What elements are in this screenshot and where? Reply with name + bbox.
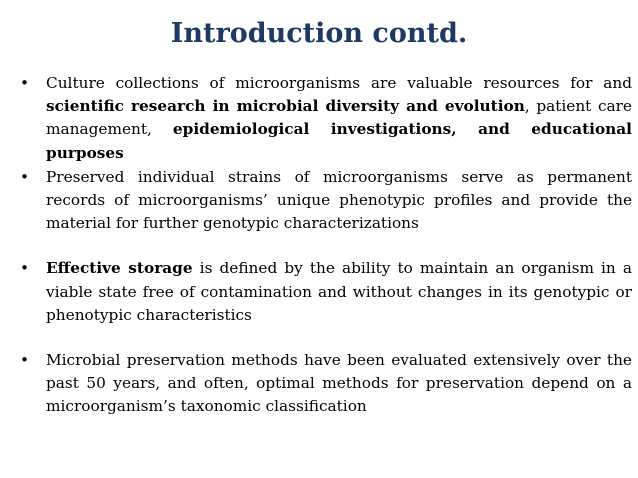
bullet-dot-icon: •: [20, 167, 30, 186]
bullet-1-part-3: , patient care management,: [46, 97, 632, 139]
bullet-1-part-1: Culture collections of microorganisms are valuable resources for and: [46, 74, 632, 92]
bullet-dot-icon: •: [20, 259, 30, 278]
bullet-3-part-1: Effective storage: [46, 259, 193, 278]
bullet-item-1: [20, 72, 632, 165]
bullet-4-part-1: Microbial preservation methods have been evaluated extensively over the past 50 years, and often, optimal methods for preservation depend on a microorganism’s taxonomic classification: [46, 351, 632, 416]
bullet-item-4: [20, 349, 632, 419]
bullet-1-part-4: epidemiological investigations, and educational purposes: [46, 120, 632, 162]
bullet-dot-icon: •: [20, 74, 30, 92]
bullet-3-part-2: is defined by the ability to maintain an organism in a viable state free of contamination and without changes in its genotypic or phenotypic characteristics: [46, 259, 632, 324]
bullet-item-3: [20, 257, 632, 327]
bullet-2-part-1: Preserved individual strains of microorganisms serve as permanent records of microorganisms’ unique phenotypic profiles and provide the material for further genotypic characterizations: [46, 167, 632, 233]
bullet-dot-icon: •: [20, 351, 30, 370]
slide-title: Introduction contd.: [170, 18, 468, 49]
bullet-list: [20, 72, 632, 419]
bullet-item-2: [20, 166, 632, 236]
bullet-1-part-2: scientific research in microbial diversity and evolution: [46, 97, 525, 116]
